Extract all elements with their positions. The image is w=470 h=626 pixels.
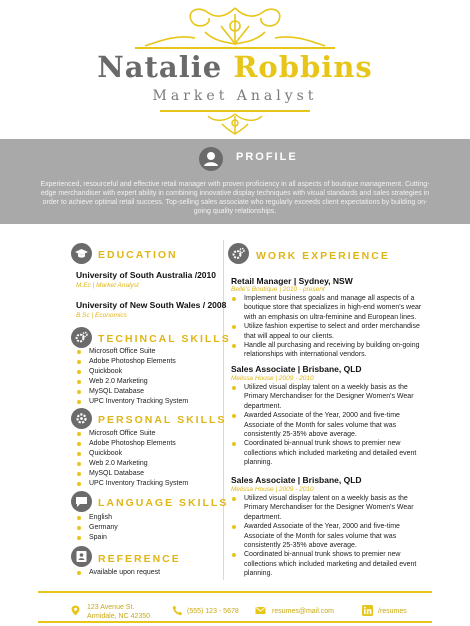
list-item: Adobe Photoshop Elements [73,357,218,367]
job-sub-entry: Belle's Boutique | 2010 - present [231,286,325,293]
personal-skills-list [73,429,218,489]
list-item: Germany [73,523,218,533]
education-entry-sub: B.Sc | Economics [76,312,127,319]
contact-card-icon [71,546,92,567]
technical-skills-heading: TECHINCAL SKILLS [98,333,231,345]
list-item: Adobe Photoshop Elements [73,439,218,449]
profile-text: Experienced, resourceful and effective retail manager with proven proficiency in all aspects of boutique management. Cutting-edge merchandiser with expert ability in combining innovative display techniques with visual standards and sales strategies in order to achieve optimal retail success. Top-selling sales associate who regularly exceeds client expectations by building on-going quality relationships. [40,181,430,215]
graduation-cap-icon [71,243,92,264]
list-item: MySQL Database [73,387,218,397]
list-item: MySQL Database [73,469,218,479]
list-item: Awarded Associate of the Year, 2000 and five-time Associate of the Month for sales volume that was consistently 25-35% above average. [228,411,424,439]
list-item: Implement business goals and manage all aspects of a boutique store that specializes in high-end women's wear with an emphasis on ultra-feminine and European lines. [228,294,424,322]
full-name [0,50,470,84]
education-heading: EDUCATION [98,249,178,261]
linkedin-icon [362,605,373,616]
ornament-bottom [160,110,310,136]
footer-rule [38,621,432,623]
list-item: Coordinated bi-annual trunk shows to premier new collections which included marketing and detailed event planning. [228,550,424,578]
footer-rule [38,591,432,593]
ornament-top [135,4,335,50]
list-item: Web 2.0 Marketing [73,459,218,469]
job-bullets [228,383,424,468]
location-pin-icon [70,605,81,616]
job-title-entry: Sales Associate | Brisbane, QLD [231,364,362,374]
envelope-icon [255,605,266,616]
first-name: Natalie [97,50,223,84]
list-item: Spain [73,533,218,543]
language-skills-list [73,513,218,543]
column-divider [223,240,224,580]
speech-bubble-icon [71,491,92,512]
phone-number[interactable]: (555) 123 - 5678 [187,608,239,615]
list-item: Awarded Associate of the Year, 2000 and five-time Associate of the Month for sales volume that was consistently 25-35% above average. [228,522,424,550]
technical-skills-list [73,347,218,407]
reference-list [73,568,218,578]
list-item: Coordinated bi-annual trunk shows to premier new collections which included marketing and detailed event planning. [228,439,424,467]
profile-heading: PROFILE [236,151,298,163]
personal-skills-heading: PERSONAL SKILLS [98,414,227,426]
education-entry-title: University of South Australia /2010 [76,270,216,280]
list-item: Quickbook [73,449,218,459]
address-line2: Armidale, NC 42350 [87,613,151,620]
linkedin-link[interactable]: /resumes [378,608,407,615]
phone-icon [172,605,183,616]
job-sub-entry: Melissa House | 2009 - 2010 [231,486,314,493]
list-item: English [73,513,218,523]
reference-heading: REFERENCE [98,553,181,565]
list-item: Microsoft Office Suite [73,347,218,357]
list-item: Utilize fashion expertise to select and order merchandise that will appeal to our clients. [228,322,424,341]
address-line1: 123 Avenue St. [87,604,135,611]
list-item: Utilized visual display talent on a weekly basis as the Primary Merchandiser for the Designer Women's Wear department. [228,494,424,522]
education-entry-title: University of New South Wales / 2008 [76,300,227,310]
user-icon [199,147,223,171]
job-bullets [228,494,424,579]
job-title-entry: Sales Associate | Brisbane, QLD [231,475,362,485]
job-title: Market Analyst [152,88,318,104]
list-item: Quickbook [73,367,218,377]
list-item: UPC Inventory Tracking System [73,397,218,407]
job-title-entry: Retail Manager | Sydney, NSW [231,276,353,286]
list-item: Handle all purchasing and receiving by building on-going relationships with international vendors. [228,341,424,360]
last-name: Robbins [233,50,373,84]
list-item: Utilized visual display talent on a weekly basis as the Primary Merchandiser for the Designer Women's Wear department. [228,383,424,411]
list-item: UPC Inventory Tracking System [73,479,218,489]
email-link[interactable]: resumes@mail.com [272,608,334,615]
list-item: Microsoft Office Suite [73,429,218,439]
education-entry-sub: M.Ec | Market Analyst [76,282,139,289]
gears-icon [228,243,249,264]
work-experience-heading: WORK EXPERIENCE [256,250,390,262]
gear-icon [71,408,92,429]
gears-icon [71,327,92,348]
language-skills-heading: LANGUAGE SKILLS [98,497,229,509]
address [87,603,150,621]
list-item: Available upon request [73,568,218,578]
job-bullets [228,294,424,360]
list-item: Web 2.0 Marketing [73,377,218,387]
job-sub-entry: Melissa House | 2009 - 2010 [231,375,314,382]
